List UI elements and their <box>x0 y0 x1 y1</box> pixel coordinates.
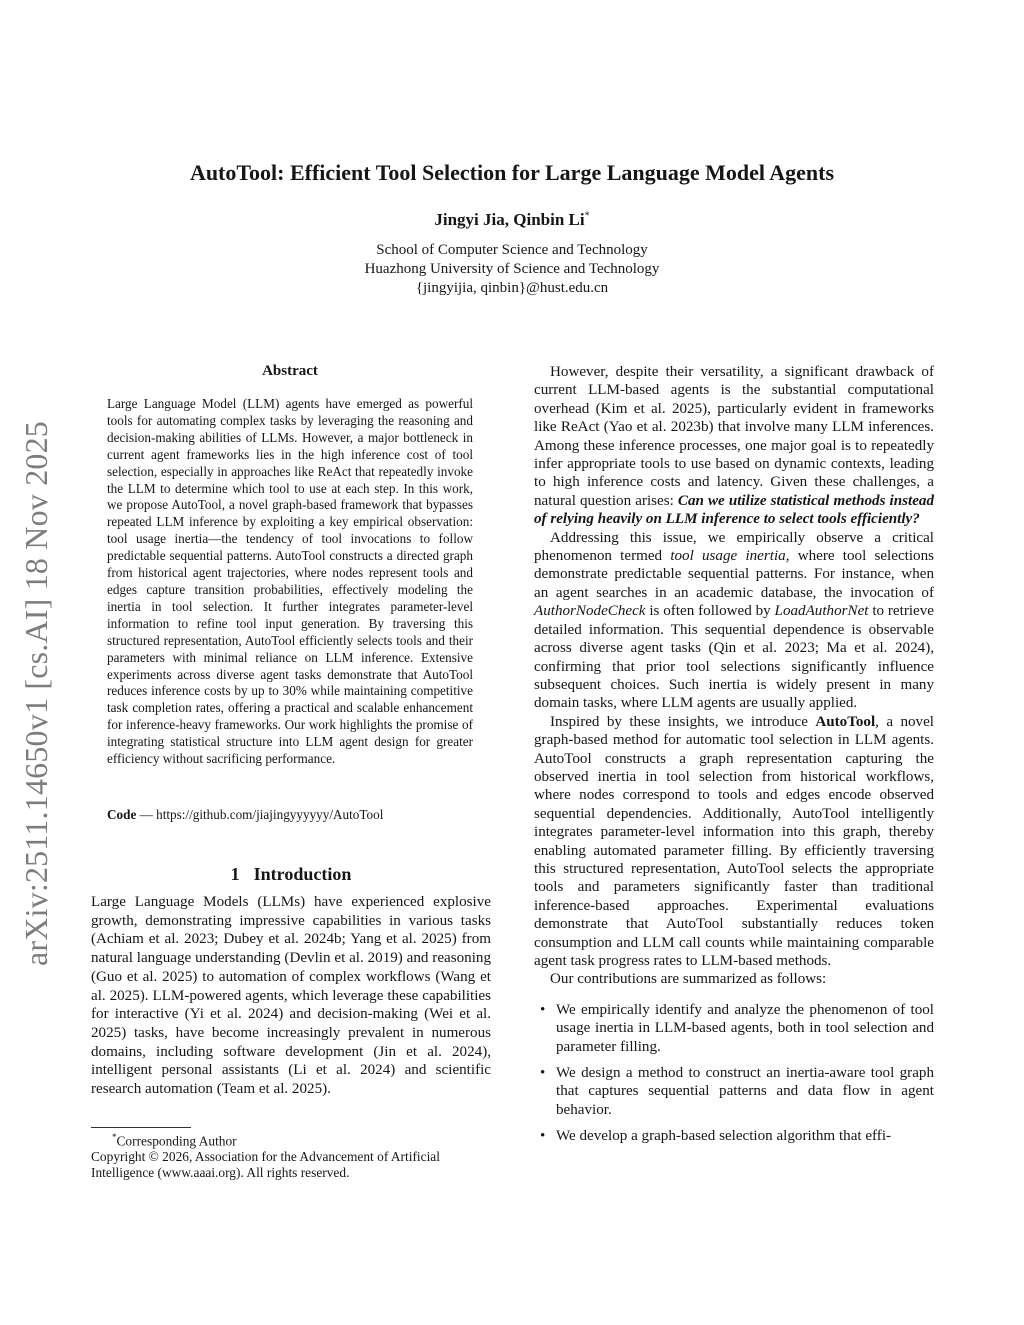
autotool-text-a: Inspired by these insights, we introduce <box>550 713 816 730</box>
section-title: Introduction <box>253 864 352 884</box>
footnote-rule <box>91 1127 191 1128</box>
section-number: 1 <box>230 864 240 884</box>
bullet-marker: • <box>540 1065 546 1082</box>
code-repository-url[interactable]: https://github.com/jiajingyyyyyy/AutoTool <box>156 807 384 822</box>
inertia-text-d: to retrieve detailed information. This sequential dependence is observable across diverse agent tasks (Qin et al. 2023; Ma et al. 2024), confirming that prior tool selections significantly influence subsequent choices. Such inertia is widely present in many domain tasks, where LLM agents are usually applied. <box>534 603 934 712</box>
contribution-text: We empirically identify and analyze the phenomenon of tool usage inertia in LLM-based agents, both in tool selection and parameter filling. <box>556 1001 934 1055</box>
motivation-text: However, despite their versatility, a significant drawback of current LLM-based agents is the substantial computational overhead (Kim et al. 2025), particularly evident in frameworks like ReAct (Yao et al. 2023b) that involve many LLM inferences. Among these inference processes, one major goal is to repeatedly infer appropriate tools to use based on dynamic contexts, leading to high inference costs and latency. Given these challenges, a natural question arises: <box>534 364 934 509</box>
paper-title: AutoTool: Efficient Tool Selection for Large Language Model Agents <box>189 160 835 185</box>
corresponding-author-note <box>91 1129 491 1149</box>
paragraph-motivation <box>534 363 934 529</box>
tool-name-authornodecheck: AuthorNodeCheck <box>534 603 646 620</box>
inertia-text-a: Addressing this issue, we empirically observe a critical phenomenon termed <box>534 529 934 565</box>
paragraph-contributions-lead: Our contributions are summarized as follows: <box>550 971 827 988</box>
footnote-text: Corresponding Author <box>116 1133 237 1149</box>
footnote <box>91 1129 491 1181</box>
arxiv-sidebar <box>14 374 58 966</box>
list-item <box>534 1064 934 1119</box>
author-emails: {jingyijia, qinbin}@hust.edu.cn <box>415 280 609 296</box>
autotool-text-b: , a novel graph-based method for automatic tool selection in LLM agents. AutoTool constructs a graph representation capturing the observed inertia in tool selection from historical workflows, where nodes correspond to tools and edges encode observed sequential dependencies. Additionally, AutoTool intelligently integrates parameter-level information into this graph, thereby enabling automated parameter filling. By efficiently traversing this structured representation, AutoTool selects the appropriate tools and parameters significantly faster than traditional inference-based approaches. Experimental evaluations demonstrate that AutoTool substantially reduces token consumption and LLM call counts while maintaining comparable agent task progress rates to LLM-based methods. <box>534 713 934 969</box>
arxiv-identifier: arXiv:2511.14650v1 [cs.AI] 18 Nov 2025 <box>18 420 54 966</box>
list-item <box>534 1127 934 1145</box>
contribution-text: We design a method to construct an inertia-aware tool graph that captures sequential patterns and data flow in agent behavior. <box>556 1065 934 1118</box>
inertia-text-c: is often followed by <box>645 603 775 620</box>
author-footnote-mark: * <box>584 210 590 222</box>
author-list <box>0 210 1024 230</box>
contributions-list <box>534 1001 934 1146</box>
method-name-autotool: AutoTool <box>815 713 876 730</box>
paragraph-autotool-intro <box>534 713 934 971</box>
right-column <box>534 363 934 1154</box>
copyright-line-1: Copyright © 2026, Association for the Advancement of Artificial <box>91 1149 440 1165</box>
section-heading-introduction <box>91 864 491 885</box>
tool-name-loadauthornet: LoadAuthorNet <box>774 603 869 620</box>
author-names: Jingyi Jia, Qinbin Li <box>434 210 585 229</box>
introduction-paragraph: Large Language Models (LLMs) have experienced explosive growth, demonstrating impressive capabilities in various tasks (Achiam et al. 2023; Dubey et al. 2024b; Yang et al. 2025) from natural language understanding (Devlin et al. 2019) and reasoning (Guo et al. 2025) to automation of complex workflows (Wang et al. 2025). LLM-powered agents, which leverage these capabilities for interactive (Yi et al. 2024) and decision-making (Wei et al. 2025) tasks, have become increasingly prevalent in numerous domains, including software development (Jin et al. 2024), intelligent personal assistants (Li et al. 2024) and scientific research automation (Team et al. 2025). <box>91 894 491 1098</box>
list-item <box>534 1001 934 1056</box>
inertia-text-b: , where tool selections demonstrate predictable sequential patterns. For instance, when an agent searches in an academic database, the invocation of <box>534 548 935 601</box>
bullet-marker: • <box>540 1001 546 1018</box>
code-link-line <box>107 806 473 823</box>
paragraph-tool-usage-inertia <box>534 529 934 713</box>
copyright-line-2: Intelligence (www.aaai.org). All rights reserved. <box>91 1165 350 1181</box>
code-label: Code <box>107 807 137 822</box>
affiliation-university: Huazhong University of Science and Technology <box>364 261 660 277</box>
affiliation-school: School of Computer Science and Technology <box>376 242 648 258</box>
bullet-marker: • <box>540 1128 546 1145</box>
research-question: Can we utilize statistical methods instead of relying heavily on LLM inference to select tools efficiently? <box>534 492 935 528</box>
abstract-text: Large Language Model (LLM) agents have emerged as powerful tools for automating complex tasks by leveraging the reasoning and decision-making abilities of LLMs. However, a major bottleneck in current agent frameworks lies in the high inference cost of tool selection, especially in approaches like ReAct that repeatedly invoke the LLM to determine which tool to use at each step. In this work, we propose AutoTool, a novel graph-based framework that bypasses repeated LLM inference by exploiting a key empirical observation: tool usage inertia—the tendency of tool invocations to follow predictable sequential patterns. AutoTool constructs a directed graph from historical agent trajectories, where nodes represent tools and edges capture transition probabilities, effectively modeling the inertia in tool selection. It further integrates parameter-level information to refine tool input generation. By traversing this structured representation, AutoTool efficiently selects tools and their parameters with minimal reliance on LLM inference. Extensive experiments across diverse agent tasks demonstrate that AutoTool reduces inference costs by up to 30% while maintaining competitive task completion rates, offering a practical and scalable enhancement for inference-heavy frameworks. Our work highlights the promise of integrating statistical structure into LLM agent design for greater efficiency without sacrificing performance. <box>107 396 473 767</box>
term-tool-usage-inertia: tool usage inertia <box>670 548 786 565</box>
footnote-mark: * <box>112 1132 117 1142</box>
contribution-text: We develop a graph-based selection algorithm that effi- <box>556 1128 892 1145</box>
abstract-heading: Abstract <box>262 363 318 379</box>
code-separator: — <box>136 807 157 822</box>
